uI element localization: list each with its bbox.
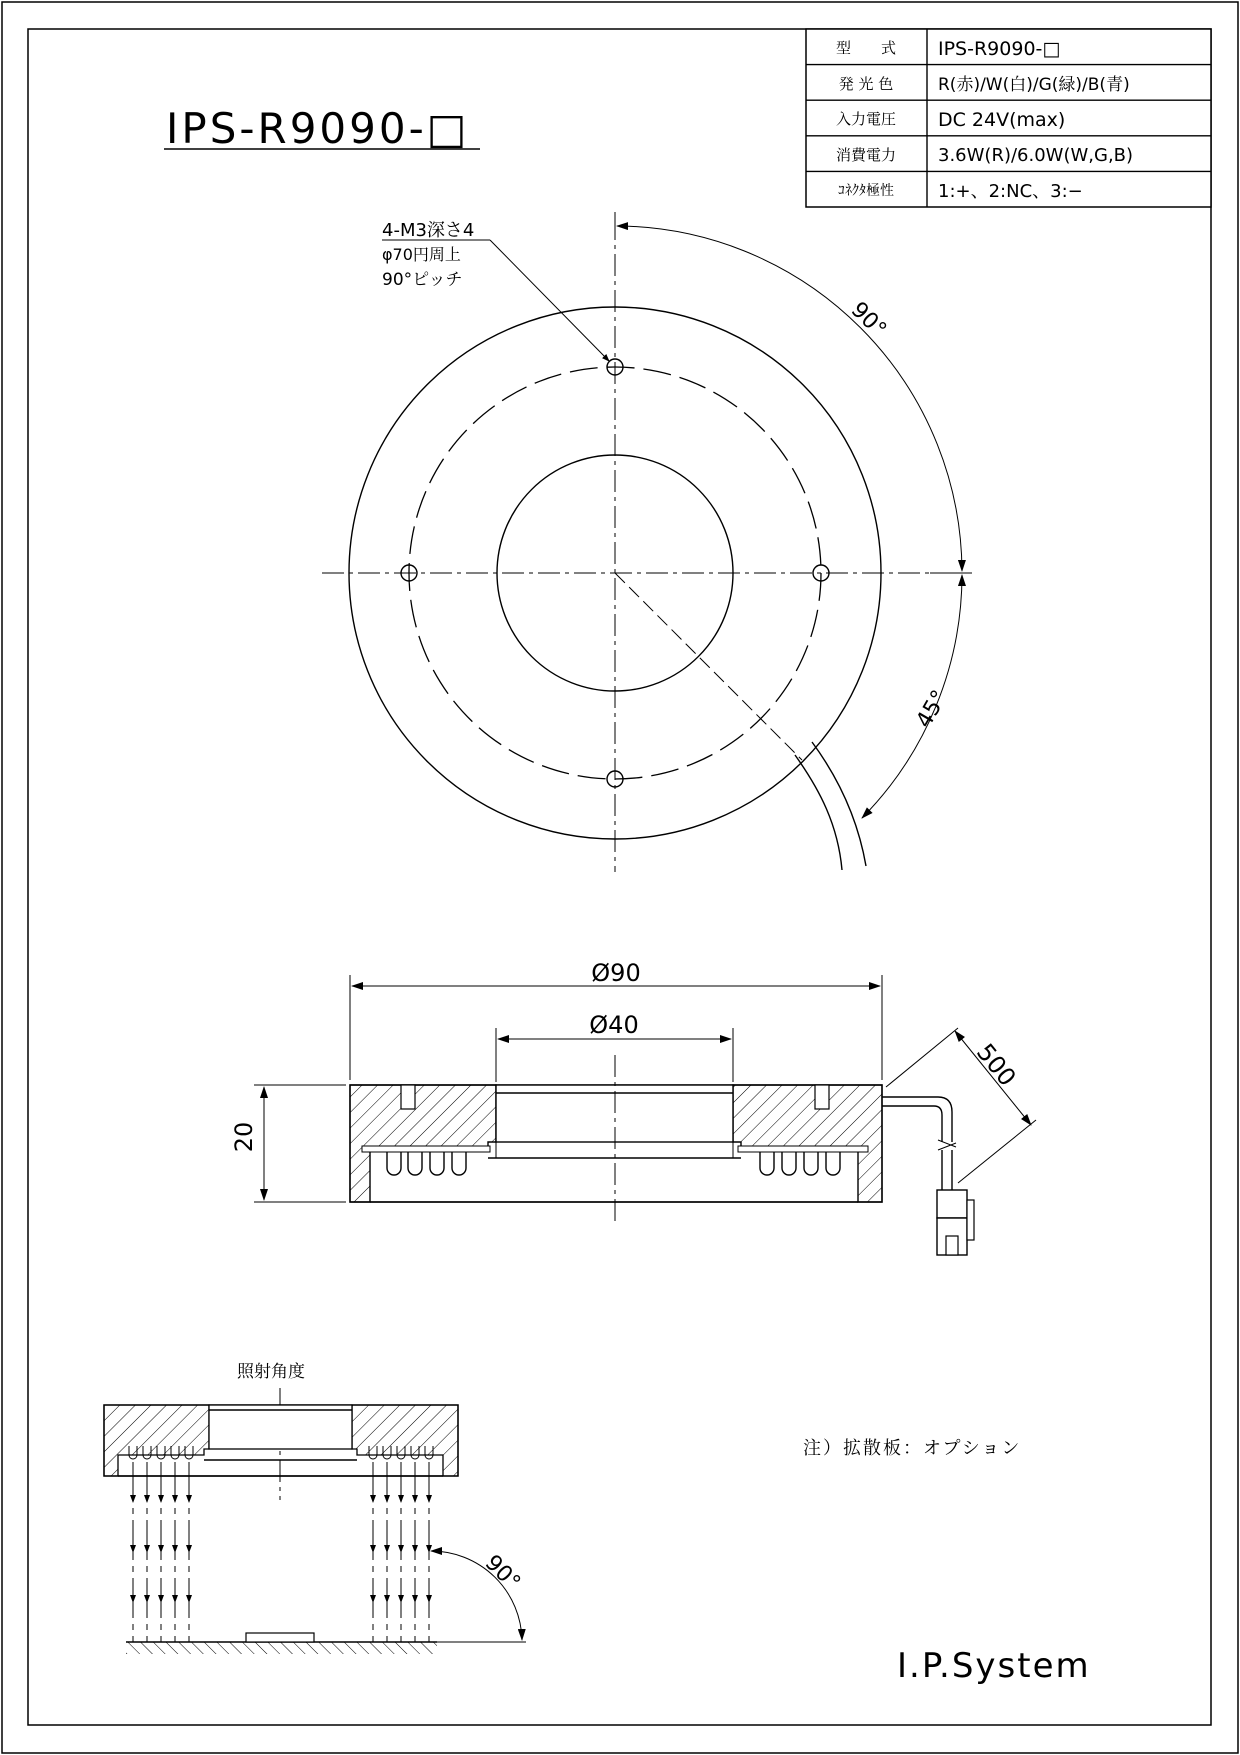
angle-45-label: 45° — [911, 686, 953, 733]
hole-callout-line2: φ70円周上 — [382, 245, 461, 264]
beam-body-right — [352, 1405, 458, 1476]
top-cable — [795, 755, 842, 870]
beam-angle-value: 90° — [479, 1550, 525, 1596]
beam-rays-left — [130, 1462, 192, 1642]
spec-key-model: 型 式 — [835, 39, 897, 57]
section-body-left — [350, 1085, 496, 1202]
spec-key-power: 消費電力 — [835, 146, 897, 164]
cable-length-label: 500 — [970, 1038, 1022, 1092]
spec-value-polarity: 1:+、2:NC、3:− — [938, 181, 1083, 202]
beam-view — [104, 1362, 526, 1654]
note-text: 注）拡散板：オプション — [803, 1438, 1022, 1459]
hole-leader-line — [490, 240, 609, 361]
work-piece — [246, 1633, 314, 1642]
section-leds-left — [387, 1152, 466, 1175]
beam-body-left — [104, 1405, 209, 1476]
beam-rays-right — [370, 1462, 432, 1642]
spec-value-model: IPS-R9090-□ — [938, 38, 1061, 60]
inner-border — [28, 29, 1211, 1725]
inner-dia-label: Ø40 — [589, 1011, 639, 1039]
connector — [937, 1190, 974, 1255]
spec-key-polarity: ｺﾈｸﾀ極性 — [838, 183, 894, 199]
top-view — [322, 212, 972, 872]
section-view — [230, 959, 1036, 1255]
spec-value-voltage: DC 24V(max) — [938, 109, 1066, 131]
beam-angle-label: 照射角度 — [237, 1362, 305, 1382]
spec-value-color: R(赤)/W(白)/G(緑)/B(青) — [938, 75, 1130, 95]
spec-table — [806, 29, 1211, 207]
spec-value-power: 3.6W(R)/6.0W(W,G,B) — [938, 145, 1134, 166]
spec-key-voltage: 入力電圧 — [835, 110, 897, 128]
hole-callout-line3: 90°ピッチ — [382, 270, 463, 290]
company-name: I.P.System — [897, 1646, 1091, 1686]
angle-45-line — [615, 573, 802, 760]
spec-key-color: 発 光 色 — [838, 75, 894, 93]
drawing-title: IPS-R9090-□ — [166, 104, 470, 153]
hole-callout-line1: 4-M3深さ4 — [382, 220, 475, 241]
arc-dim-90 — [617, 226, 962, 571]
section-body-right — [733, 1085, 882, 1202]
height-label: 20 — [230, 1121, 258, 1153]
outer-border — [2, 2, 1238, 1753]
section-leds-right — [760, 1152, 840, 1175]
angle-90-label: 90° — [845, 297, 891, 343]
outer-dia-label: Ø90 — [591, 959, 641, 987]
